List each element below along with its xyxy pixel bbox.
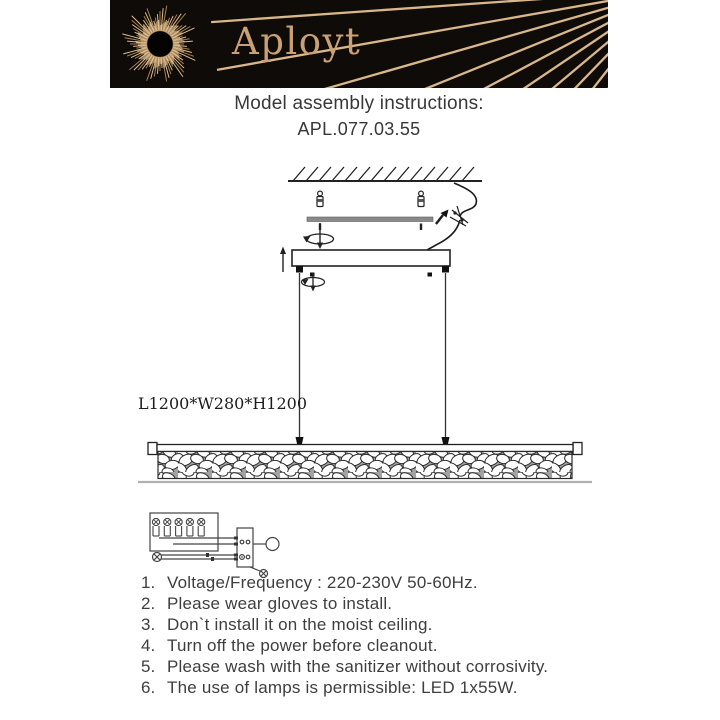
crystal-band	[158, 452, 572, 479]
item-text: Please wear gloves to install.	[167, 594, 393, 613]
assembly-diagram	[110, 160, 610, 492]
driver-icon	[234, 528, 253, 567]
item-number: 5.	[141, 657, 156, 676]
output-port-icon	[266, 538, 279, 551]
rotation-arrow-icon	[303, 223, 334, 249]
item-text: The use of lamps is permissible: LED 1x55W.	[167, 678, 518, 697]
item-number: 4.	[141, 636, 156, 655]
title-block	[110, 93, 608, 140]
power-wire	[427, 183, 476, 250]
rotation-arrow-icon	[302, 273, 325, 292]
terminal-block-icon	[150, 513, 218, 551]
canopy	[280, 247, 450, 277]
list-item	[141, 677, 611, 698]
ceiling-icon	[288, 167, 482, 181]
brand-wordmark: Aployt	[232, 20, 362, 63]
suspension-cable	[296, 273, 450, 445]
list-item	[141, 572, 611, 593]
list-item	[141, 656, 611, 677]
dimension-label: L1200*W280*H1200	[138, 394, 307, 413]
wall-anchor-icon	[317, 191, 424, 206]
item-number: 3.	[141, 615, 156, 634]
instruction-list	[141, 572, 611, 698]
item-text: Don`t install it on the moist ceiling.	[167, 615, 433, 634]
mounting-bracket	[307, 217, 433, 230]
item-text: Voltage/Frequency : 220-230V 50-60Hz.	[167, 573, 478, 592]
model-number: APL.077.03.55	[297, 119, 421, 139]
lamp-bar	[138, 443, 592, 483]
lamp-symbol-icon	[153, 553, 162, 562]
item-number: 1.	[141, 573, 156, 592]
list-item	[141, 614, 611, 635]
page-title: Model assembly instructions:	[234, 93, 484, 114]
item-number: 6.	[141, 678, 156, 697]
item-text: Please wash with the sanitizer without corrosivity.	[167, 657, 549, 676]
item-text: Turn off the power before cleanout.	[167, 636, 438, 655]
list-item	[141, 593, 611, 614]
item-number: 2.	[141, 594, 156, 613]
list-item	[141, 635, 611, 656]
brand-header	[110, 0, 608, 88]
